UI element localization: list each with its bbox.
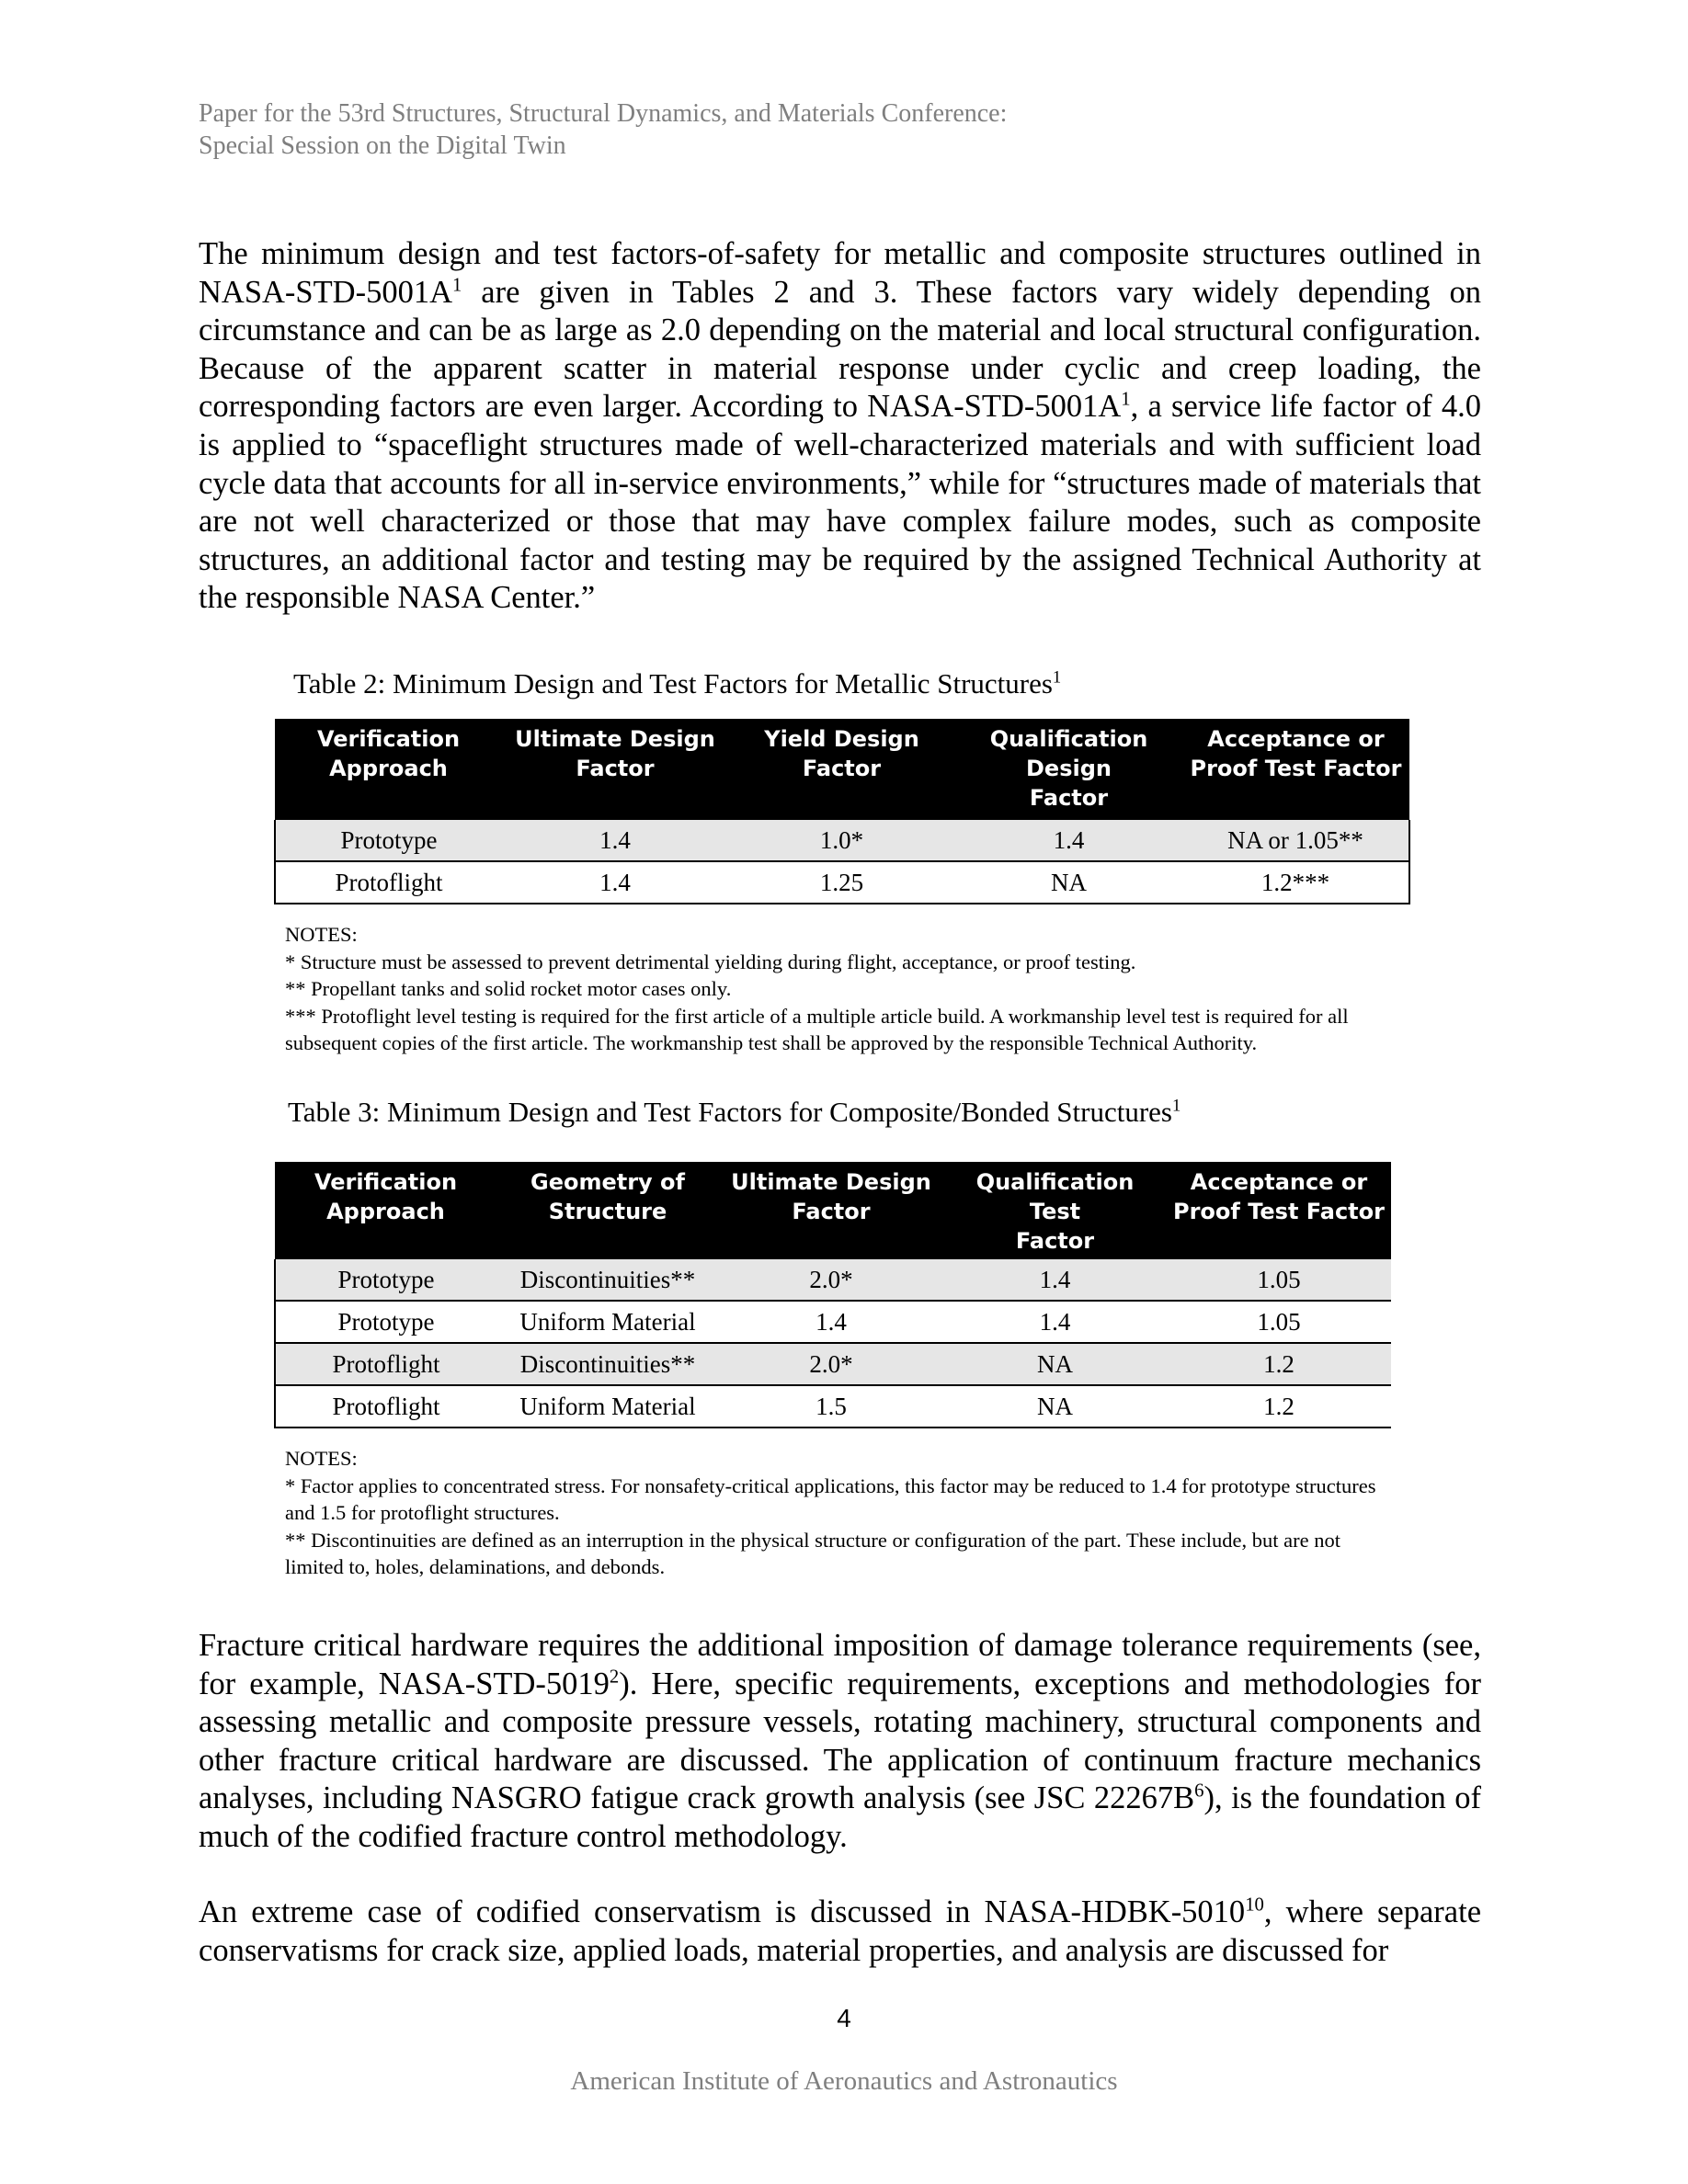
table-cell: 1.4 [719,1301,943,1343]
table-row [275,1343,1391,1385]
table-cell: 1.4 [943,1301,1167,1343]
table-cell: Prototype [275,1301,496,1343]
table2-caption: Table 2: Minimum Design and Test Factors for Metallic Structures$^1$ [293,667,1062,700]
note-line: ** Discontinuities are defined as an interruption in the physical structure or configuration of the part. These include, but are not limited to, holes, delaminations, and debonds. [285,1528,1340,1579]
table-cell: 1.4 [955,820,1182,861]
footnote-ref: 10 [1245,1894,1264,1916]
note-line: * Factor applies to concentrated stress. For nonsafety-critical applications, this factor may be reduced to 1.4 for prototype structures and 1.5 for protoflight structures. [285,1473,1376,1525]
table-cell: 2.0* [719,1259,943,1301]
table-cell: Protoflight [275,861,502,904]
body-paragraph-2 [199,1627,1481,1857]
table-cell: 1.2 [1167,1385,1391,1428]
table2-header-cell: Ultimate Design Factor [502,719,728,820]
table-cell: 1.2 [1167,1343,1391,1385]
table2-header-row [275,719,1409,820]
table-cell: 1.0* [728,820,955,861]
table-row [275,1385,1391,1428]
table-cell: 1.5 [719,1385,943,1428]
footnote-ref: 6 [1194,1780,1204,1802]
para1-text-3: , a service life factor of 4.0 is applied to “spaceflight structures made of well-characterized materials and with sufficient load cycle data that accounts for all in-service environments,” while for “structures made of materials that are not well characterized or those that may have complex failure modes, such as composite structures, an additional factor and testing may be required by the assigned Technical Authority at the responsible NASA Center.” [199,389,1481,616]
para3-text-1: An extreme case of codified conservatism is discussed in NASA-HDBK-5010 [199,1894,1246,1929]
table-cell: Prototype [275,1259,496,1301]
table3-header-cell: Qualification Test Factor [943,1162,1167,1259]
para1-text-1: The minimum design and test factors-of-safety for metallic and composite structures outlined in NASA-STD-5001A [199,236,1481,310]
notes-heading: NOTES: [285,923,358,946]
running-header-line-2: Special Session on the Digital Twin [199,131,566,160]
note-line: ** Propellant tanks and solid rocket motor cases only. [285,977,732,1001]
para2-text-2: ). Here, specific requirements, exceptions and methodologies for assessing metallic and composite pressure vessels, rotating machinery, structural components and other fracture critical hardware are discussed. The application of continuum fracture mechanics analyses, including NASGRO fatigue crack growth analysis (see JSC 22267B [199,1666,1482,1816]
table3-caption: Table 3: Minimum Design and Test Factors for Composite/Bonded Structures$^1$ [288,1096,1181,1128]
table-cell: NA or 1.05** [1182,820,1409,861]
table-row [275,861,1409,904]
note-line: * Structure must be assessed to prevent detrimental yielding during flight, acceptance, or proof testing. [285,950,1136,973]
footnote-ref: 1 [1121,389,1131,410]
body-paragraph-1 [199,235,1481,618]
table3-header-cell: Geometry of Structure [496,1162,719,1259]
running-header [199,97,1007,162]
table2-notes [285,921,1425,1057]
table-cell: 1.4 [502,861,728,904]
table-cell: 1.4 [943,1259,1167,1301]
table-cell: 1.25 [728,861,955,904]
table-cell: 1.2*** [1182,861,1409,904]
table3-header-row [275,1162,1391,1259]
table3-header-cell: Ultimate Design Factor [719,1162,943,1259]
table-row [275,1301,1391,1343]
table-row [275,820,1409,861]
table-cell: 1.05 [1167,1301,1391,1343]
table-cell: 1.4 [502,820,728,861]
table2-header-cell: Yield Design Factor [728,719,955,820]
running-header-line-1: Paper for the 53rd Structures, Structural Dynamics, and Materials Conference: [199,99,1008,128]
table-cell: NA [943,1343,1167,1385]
table3-composite-factors [274,1162,1391,1428]
para2-text-1: Fracture critical hardware requires the additional imposition of damage tolerance requirements (see, for example, NASA-STD-5019 [199,1628,1481,1701]
table-cell: Discontinuities** [496,1343,719,1385]
table-row [275,1259,1391,1301]
footnote-ref: 1 [452,275,462,296]
table-cell: Prototype [275,820,502,861]
para1-text-2: are given in Tables 2 and 3. These factors vary widely depending on circumstance and can be as large as 2.0 depending on the material and local structural configuration. Because of the apparent scatter in material response under cyclic and creep loading, the corresponding factors are even larger. According to NASA-STD-5001A [199,274,1481,425]
table2-header-cell: Acceptance or Proof Test Factor [1182,719,1409,820]
table3-notes [285,1445,1388,1581]
footnote-ref: 1 [1052,667,1062,688]
table-cell: NA [955,861,1182,904]
table-cell: Uniform Material [496,1301,719,1343]
table-cell: Discontinuities** [496,1259,719,1301]
notes-heading: NOTES: [285,1447,358,1470]
para3-text-2: , where separate conservatisms for crack size, applied loads, material properties, and analysis are discussed for [199,1894,1482,1968]
para2-text-3: ), is the foundation of much of the codified fracture control methodology. [199,1780,1482,1854]
footnote-ref: 1 [1172,1096,1181,1116]
table3-header-cell: Acceptance or Proof Test Factor [1167,1162,1391,1259]
running-footer: American Institute of Aeronautics and Astronautics [570,2066,1118,2096]
note-line: *** Protoflight level testing is required for the first article of a multiple article build. A workmanship level test is required for all subsequent copies of the first article. The workmanship test shall be approved by the responsible Technical Authority. [285,1004,1349,1055]
table2-metallic-factors [274,719,1410,904]
table2-header-cell: Verification Approach [275,719,502,820]
table-cell: Uniform Material [496,1385,719,1428]
table-cell: NA [943,1385,1167,1428]
table2-header-cell: Qualification Design Factor [955,719,1182,820]
table-cell: Protoflight [275,1343,496,1385]
table-cell: 2.0* [719,1343,943,1385]
footnote-ref: 2 [609,1666,620,1688]
body-paragraph-3 [199,1894,1481,1970]
table3-header-cell: Verification Approach [275,1162,496,1259]
table-cell: 1.05 [1167,1259,1391,1301]
table-cell: Protoflight [275,1385,496,1428]
page-number: 4 [837,2004,851,2032]
